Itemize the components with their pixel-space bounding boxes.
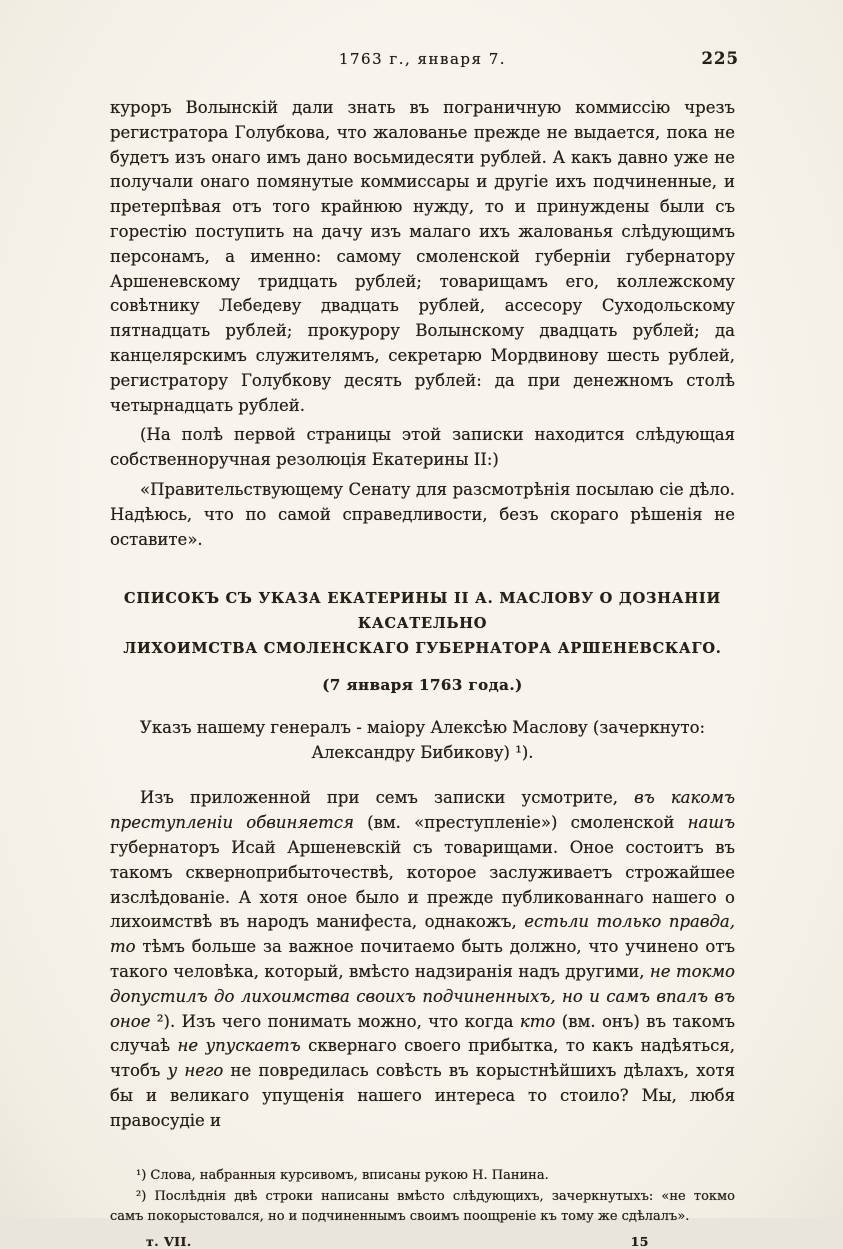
decree-body-paragraph: Изъ приложенной при семъ записки усмотрите, въ какомъ преступленіи обвиняется (вм. «преступленіе») смоленской нашъ губернаторъ Исай Аршеневскій съ товарищами. Оное состоитъ въ такомъ скверноприбыточествѣ, которое заслуживаетъ строжайшее изслѣдованіе. А хотя оное было и прежде публикованнаго нашего о лихоимствѣ въ народъ манифеста, однакожъ, естьли только правда, то тѣмъ больше за важное почитаемо быть должно, что учинено отъ такого человѣка, который, вмѣсто надзиранія надъ другими, не токмо допустилъ до лихоимства своихъ подчиненныхъ, но и самъ впалъ въ оное ²). Изъ чего понимать можно, что когда кто (вм. онъ) въ такомъ случаѣ не упускаетъ сквернаго своего прибытка, то какъ надѣяться, чтобъ у него не повредилась совѣсть въ корыстнѣйшихъ дѣлахъ, хотя бы и великаго упущенія нашего интереса то стоило? Мы, любя правосудіе и — [110, 788, 735, 1130]
section-title-line2: ЛИХОИМСТВА СМОЛЕНСКАГО ГУБЕРНАТОРА АРШЕНЕВСКАГО. — [123, 640, 722, 658]
section-date: (7 января 1763 года.) — [322, 676, 523, 695]
signature-number: 15 — [630, 1234, 649, 1249]
paragraph-resolution: «Правительствующему Сенату для разсмотрѣнія посылаю сіе дѣло. Надѣюсь, что по самой справедливости, безъ скораго рѣшенія не оставите». — [110, 479, 735, 549]
page-number: 225 — [701, 49, 739, 68]
running-head-date: 1763 г., января 7. — [338, 50, 507, 68]
decree-address-line2: Александру Бибикову) ¹). — [311, 743, 534, 763]
volume-label: т. VII. — [146, 1234, 192, 1249]
footnote-1: ¹) Слова, набранныя курсивомъ, вписаны рукою Н. Панина. — [136, 1167, 549, 1183]
running-head — [110, 49, 739, 68]
section-title — [110, 586, 735, 661]
paragraph-continuation: куроръ Волынскій дали знать въ пограничную коммиссію чрезъ регистратора Голубкова, что жалованье прежде не выдается, пока не будетъ изъ онаго имъ дано восьмидесяти рублей. А какъ давно уже не получали онаго помянутые коммиссары и другіе ихъ подчиненные, и претерпѣвая отъ того крайнюю нужду, то и принуждены были съ горестію поступить на дачу изъ малаго ихъ жалованья слѣдующимъ персонамъ, а именно: самому смоленской губерніи губернатору Аршеневскому тридцать рублей; товарищамъ его, коллежскому совѣтнику Лебедеву двадцать рублей, ассесору Суходольскому пятнадцать рублей; прокурору Волынскому двадцать рублей; да канцелярскимъ служителямъ, секретарю Мордвинову шесть рублей, регистратору Голубкову десять рублей: да при денежномъ столѣ четырнадцать рублей. — [110, 98, 735, 415]
decree-address-line1: Указъ нашему генералъ - маіору Алексѣю Маслову (зачеркнуто: — [139, 718, 706, 738]
footnotes — [110, 1166, 735, 1227]
footnote-2: ²) Послѣднія двѣ строки написаны вмѣсто слѣдующихъ, зачеркнутыхъ: «не токмо самъ покорыстовался, но и подчиненнымъ своимъ поощреніе къ тому же сдѣлалъ». — [110, 1189, 735, 1224]
page-footer — [110, 1234, 735, 1249]
section-title-line1: СПИСОКЪ СЪ УКАЗА ЕКАТЕРИНЫ II А. МАСЛОВУ О ДОЗНАНІИ КАСАТЕЛЬНО — [123, 590, 722, 633]
decree-address — [110, 715, 735, 765]
paragraph-marginal-note: (На полѣ первой страницы этой записки находится слѣдующая собственноручная резолюція Екатерины II:) — [110, 425, 735, 470]
